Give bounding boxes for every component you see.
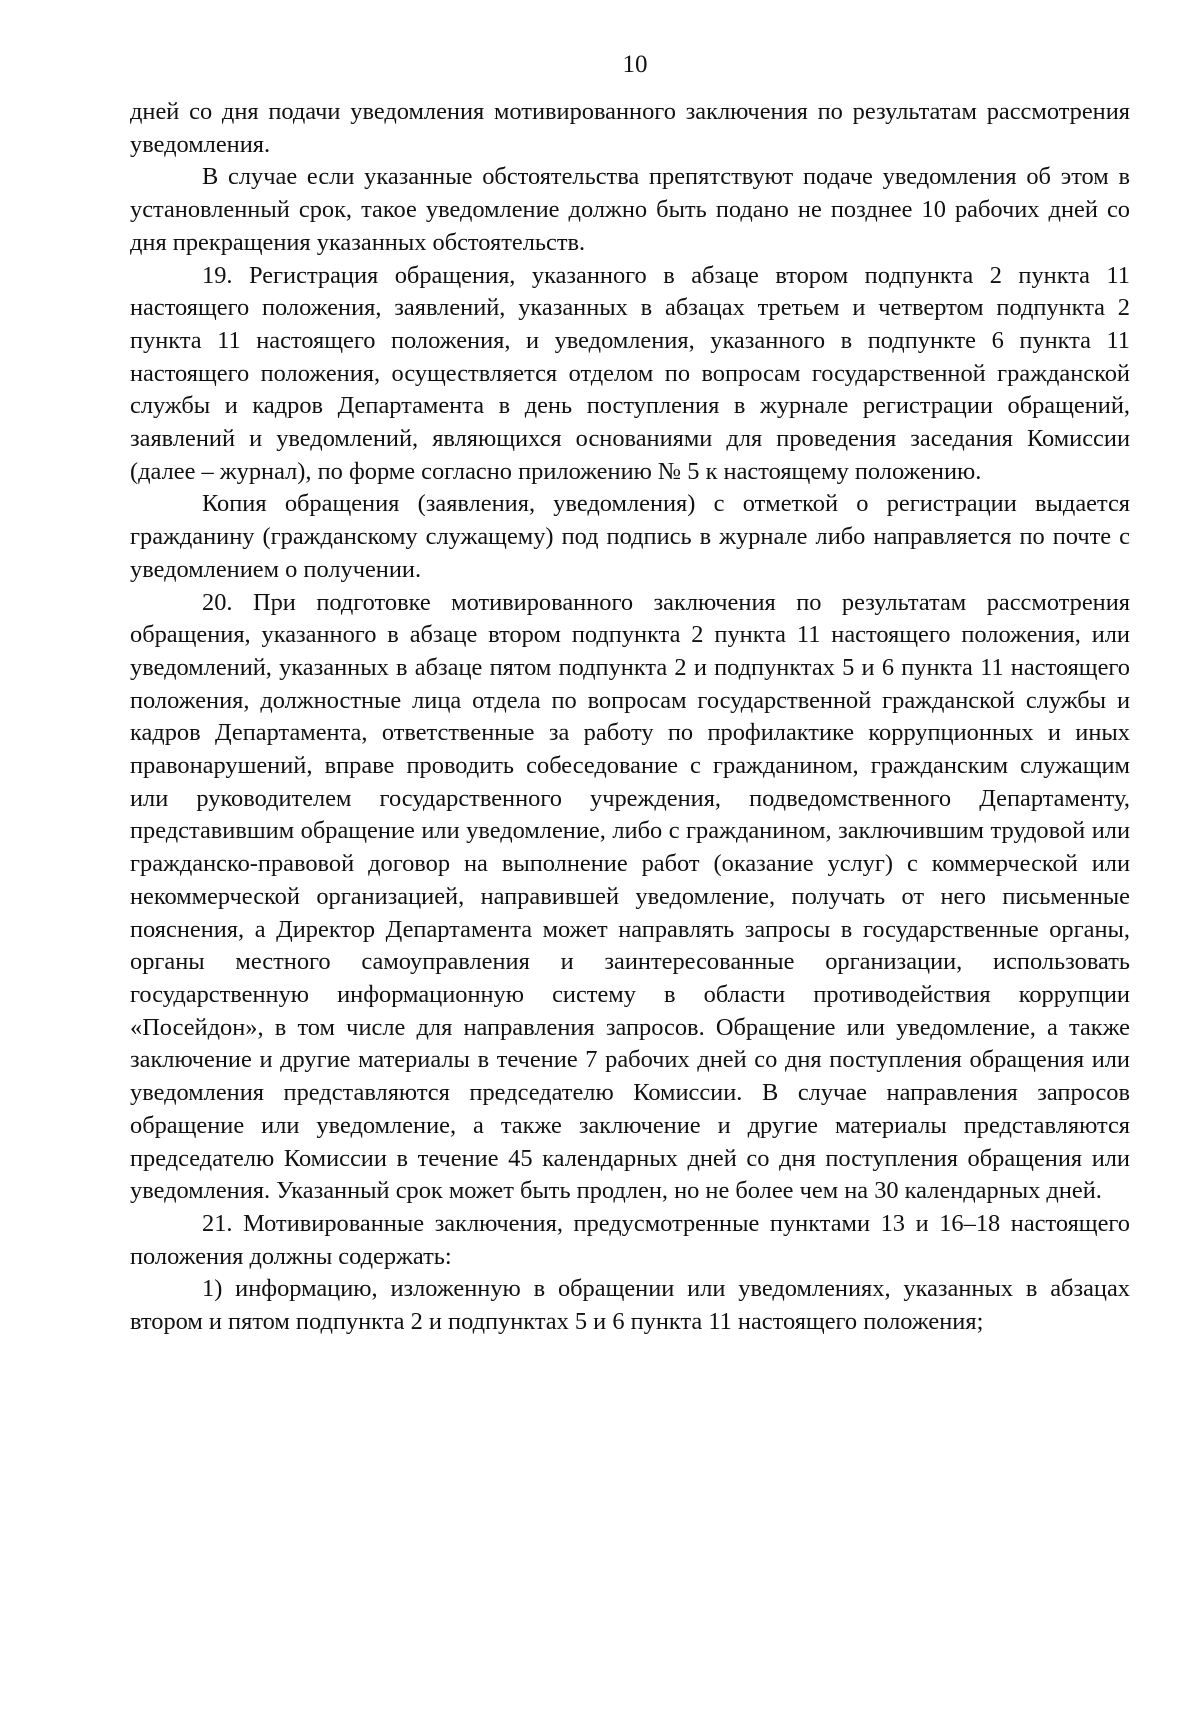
paragraph-copy-issuance: Копия обращения (заявления, уведомления) с отметкой о регистрации выдается гражданину (гражданскому служащему) под подпись в журнале либо направляется по почте с уведомлением о получении. <box>130 490 1130 583</box>
paragraph-21-item-1: 1) информацию, изложенную в обращении или уведомлениях, указанных в абзацах втором и пятом подпункта 2 и подпунктах 5 и 6 пункта 11 настоящего положения; <box>130 1275 1130 1336</box>
paragraph-19-registration: 19. Регистрация обращения, указанного в абзаце втором подпункта 2 пункта 11 настоящего положения, заявлений, указанных в абзацах третьем и четвертом подпункта 2 пункта 11 настоящего положения, и уведомления, указанного в подпункте 6 пункта 11 настоящего положения, осуществляется отделом по вопросам государственной гражданской службы и кадров Департамента в день поступления в журнале регистрации обращений, заявлений и уведомлений, являющихся основаниями для проведения заседания Комиссии (далее – журнал), по форме согласно приложению № 5 к настоящему положению. <box>130 261 1130 485</box>
paragraph-21-conclusions: 21. Мотивированные заключения, предусмотренные пунктами 13 и 16–18 настоящего положения должны содержать: <box>130 1209 1130 1270</box>
paragraph-20-preparation: 20. При подготовке мотивированного заключения по результатам рассмотрения обращения, указанного в абзаце втором подпункта 2 пункта 11 настоящего положения, или уведомлений, указанных в абзаце пятом подпункта 2 и подпунктах 5 и 6 пункта 11 настоящего положения, должностные лица отдела по вопросам государственной гражданской службы и кадров Департамента, ответственные за работу по профилактике коррупционных и иных правонарушений, вправе проводить собеседование с гражданином, гражданским служащим или руководителем государственного учреждения, подведомственного Департаменту, представившим обращение или уведомление, либо с гражданином, заключившим трудовой или гражданско-правовой договор на выполнение работ (оказание услуг) с коммерческой или некоммерческой организацией, направившей уведомление, получать от него письменные пояснения, а Директор Департамента может направлять запросы в государственные органы, органы местного самоуправления и заинтересованные организации, использовать государственную информационную систему в области противодействия коррупции «Посейдон», в том числе для направления запросов. Обращение или уведомление, а также заключение и другие материалы в течение 7 рабочих дней со дня поступления обращения или уведомления представляются председателю Комиссии. В случае направления запросов обращение или уведомление, а также заключение и другие материалы представляются председателю Комиссии в течение 45 календарных дней со дня поступления обращения или уведомления. Указанный срок может быть продлен, но не более чем на 30 календарных дней. <box>130 588 1130 1205</box>
document-body <box>130 96 1130 1339</box>
paragraph-continuation: дней со дня подачи уведомления мотивированного заключения по результатам рассмотрения уведомления. <box>130 98 1130 158</box>
page-number: 10 <box>622 51 648 78</box>
paragraph-circumstances: В случае если указанные обстоятельства препятствуют подаче уведомления об этом в установленный срок, такое уведомление должно быть подано не позднее 10 рабочих дней со дня прекращения указанных обстоятельств. <box>130 163 1130 256</box>
